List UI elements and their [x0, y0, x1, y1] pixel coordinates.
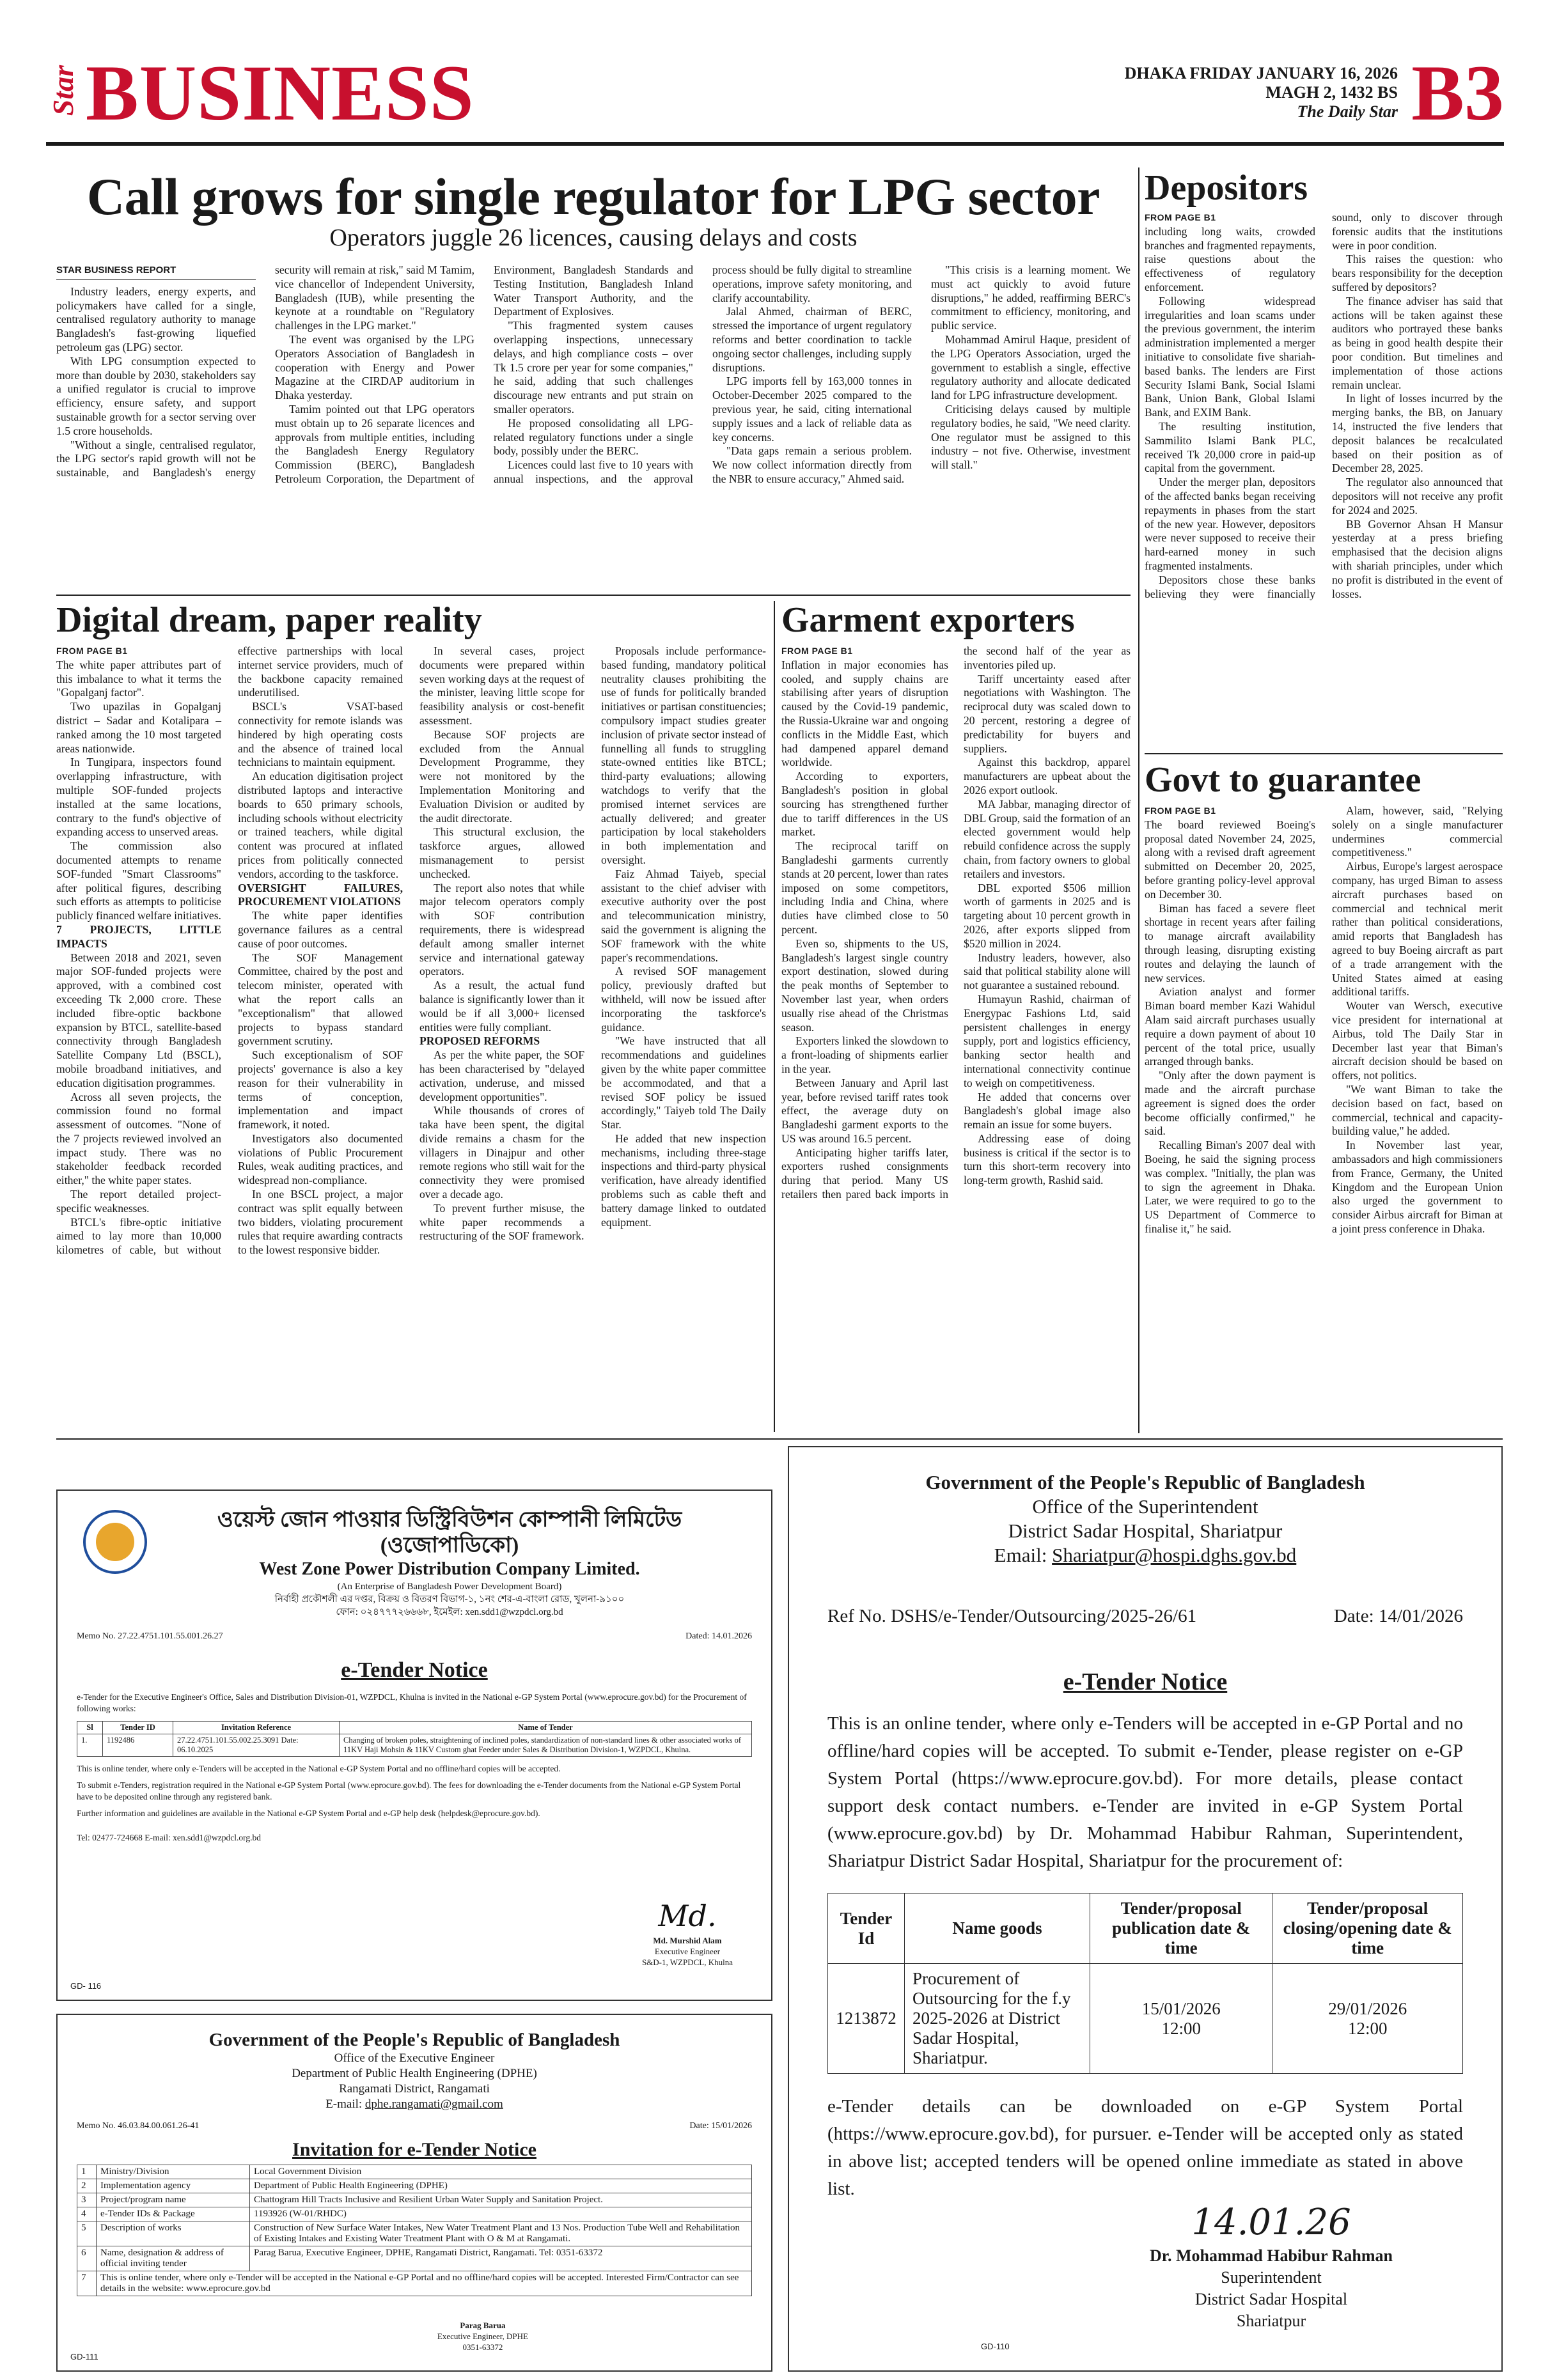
paragraph: As per the white paper, the SOF has been characterised by "delayed activation, underuse, and missed development opportunities".	[419, 1048, 584, 1103]
dphe-table-body	[77, 2165, 752, 2296]
ref-number: Ref No. DSHS/e-Tender/Outsourcing/2025-26/61	[827, 1606, 1197, 1626]
memo-number: Memo No. 46.03.84.00.061.26-41	[77, 2121, 200, 2131]
lead-body	[56, 263, 1131, 596]
paragraph: The regulator also announced that depositors will not receive any profit for 2024 and 2025.	[1332, 476, 1503, 517]
star-logo: Star	[47, 65, 79, 116]
hospital-office: Office of the Superintendent	[1032, 1495, 1258, 1518]
paragraph: The white paper attributes part of this imbalance to what it terms the "Gopalganj factor".	[56, 658, 221, 699]
tender-note-2: To submit e-Tenders, registration required in the National e-GP System Portal (www.eprocure.gov.bd). The fees for downloading the e-Tender documents from the National e-GP System Portal have to be deposited online through any registered bank.	[77, 1780, 741, 1801]
masthead-rule	[46, 142, 1504, 146]
paragraph: "Data gaps remain a serious problem. We now collect information directly from the NBR to ensure accuracy," Ahmed said.	[712, 444, 912, 485]
paragraph: As a result, the actual fund balance is significantly lower than it would be if all 3,000+ licensed entities were fully compliant.	[419, 979, 584, 1034]
dphe-dept: Department of Public Health Engineering (DPHE)	[292, 2067, 537, 2080]
paragraph: This structural exclusion, the taskforce argues, allowed mismanagement to persist unchecked.	[419, 825, 584, 880]
govt-body	[1145, 804, 1503, 1437]
memo-row	[77, 2121, 752, 2131]
col-reference: Invitation Reference	[173, 1722, 340, 1734]
hospital-name: District Sadar Hospital, Shariatpur	[1008, 1520, 1283, 1542]
section-divider	[1145, 753, 1503, 754]
paragraph: "This fragmented system causes overlapping inspections, unnecessary delays, and high compliance costs – over Tk 1.5 crore per year for some companies," he said, adding that such challenges discourage new entrants and put strain on smaller operators.	[494, 319, 693, 416]
paragraph: 7 PROJECTS, LITTLE IMPACTS	[56, 922, 221, 950]
dphe-signature-block	[437, 2320, 528, 2353]
paragraph: The reciprocal tariff on Bangladeshi garments currently stands at 20 percent, lower than rates imposed on some competitors, including India and China, where duties have climbed close to 50 percent.	[781, 839, 948, 936]
date-line: DHAKA FRIDAY JANUARY 16, 2026	[1124, 64, 1398, 82]
signer-office: S&D-1, WZPDCL, Khulna	[641, 1957, 733, 1967]
handwritten-signature: 14.01.26	[1191, 2202, 1351, 2243]
date-block	[1125, 64, 1398, 121]
tender-table	[77, 1721, 752, 1757]
signer-phone: 0351-63372	[462, 2342, 503, 2352]
digital-headline: Digital dream, paper reality	[56, 600, 482, 640]
paragraph: Faiz Ahmad Taiyeb, special assistant to the chief adviser with executive authority over the post and telecommunication ministry, said the government is aligning the SOF framework with the white paper's recommendations.	[601, 867, 766, 964]
paragraph: The SOF Management Committee, chaired by the post and telecom minister, operated with what the report calls an "exceptionalism" that allowed projects to bypass standard government scrutiny.	[238, 951, 403, 1048]
signer-name: Md. Murshid Alam	[653, 1936, 722, 1945]
paragraph: Between 2018 and 2021, seven major SOF-funded projects were approved, with a combined cost exceeding Tk 2,000 crore. These included fibre-optic backbone expansion by BTCL, satellite-based connectivity through Bangladesh Satellite Company Ltd (BSCL), mobile broadband initiatives, and education digitisation programmes.	[56, 951, 221, 1089]
bangla-date: MAGH 2, 1432 BS	[1265, 83, 1398, 102]
memo-number: Memo No. 27.22.4751.101.55.001.26.27	[77, 1631, 223, 1641]
paragraph: Because SOF projects are excluded from the Annual Development Programme, they were not monitored by the Implementation Monitoring and Evaluation Division or audited by the audit directorate.	[419, 727, 584, 825]
paragraph: Recalling Biman's 2007 deal with Boeing, he said the signing process was complex. "Initially, the plan was to sign the agreement in Dhaka. Later, we were required to go to the US Department of Commerce to finalise it," he said.	[1145, 1139, 1315, 1235]
paragraph: An education digitisation project distributed laptops and interactive boards to 650 primary schools, including schools without electricity or trained teachers, while digital content was procured at inflated prices from politically connected vendors, according to the taskforce.	[238, 770, 403, 880]
page-number: B3	[1411, 49, 1504, 137]
gd-tag: GD- 116	[70, 1981, 102, 1991]
table-row: 2 Implementation agency Department of Public Health Engineering (DPHE)	[77, 2179, 752, 2193]
paragraph: Aviation analyst and former Biman board member Kazi Wahidul Alam said aircraft purchases usually require a down payment of about 10 percent of the total price, usually arranged through banks.	[1145, 985, 1315, 1068]
wzpdcl-title-english: West Zone Power Distribution Company Limited.	[259, 1559, 640, 1579]
dphe-email-line: E-mail: dphe.rangamati@gmail.com	[325, 2097, 503, 2111]
column-divider	[774, 601, 775, 1432]
paragraph: Alam, however, said, "Relying solely on a single manufacturer undermines commercial competitiveness."	[1332, 804, 1503, 859]
paragraph: The report detailed project-specific weaknesses.	[56, 1188, 221, 1215]
dphe-office: Office of the Executive Engineer	[334, 2051, 495, 2065]
paragraph: Depositors chose these banks believing they were financially sound, only to discover through forensic audits that the institutions were in poor condition.	[1145, 211, 1503, 600]
paragraph: The report also notes that while major telecom operators comply with SOF contribution requirements, there is widespread default among smaller internet service and international gateway operators.	[419, 881, 584, 978]
dphe-tender-ad	[56, 2014, 772, 2372]
signer-office: District Sadar Hospital	[1194, 2290, 1348, 2308]
col-closing: Tender/proposal closing/opening date & time	[1272, 1894, 1463, 1964]
paragraph: Wouter van Wersch, executive vice president for international at Airbus, told The Daily Star in December last year that Biman's aircraft decision should be based on offers, not politics.	[1332, 999, 1503, 1082]
govt-paragraphs	[1145, 804, 1503, 1236]
col-tender-id: Tender Id	[828, 1894, 905, 1964]
paragraph: BTCL's fibre-optic initiative aimed to lay more than 10,000 kilometres of cable, but without effective partnerships with local internet service providers, much of the backbone capacity remained underutilised.	[56, 644, 403, 1257]
lead-paragraphs	[56, 263, 1131, 486]
paragraph: "This crisis is a learning moment. We must act quickly to avoid future disruptions," he added, reaffirming BERC's commitment to efficiency, monitoring, and public service.	[931, 263, 1131, 332]
from-page-label: FROM PAGE B1	[781, 646, 853, 656]
notice-title: e-Tender Notice	[341, 1658, 488, 1682]
dphe-gov: Government of the People's Republic of Bangladesh	[208, 2030, 620, 2050]
table-row: 1. 1192486 27.22.4751.101.55.002.25.3091 Date: 06.10.2025 Changing of broken poles, straightening of inclined poles, standardization of non-standard lines & other associated works of 11KV Haji Mohsin & 11KV Custom ghat Feeder under Sales & Distribution Division-1, WZPDCL, Khulna.	[77, 1734, 752, 1757]
paragraph: Two upazilas in Gopalganj district – Sadar and Kotalipara – ranked among the 10 most targeted areas nationwide.	[56, 700, 221, 755]
from-page-label: FROM PAGE B1	[1145, 212, 1216, 222]
garment-paragraphs	[781, 644, 1131, 1202]
paragraph: Tariff uncertainty eased after negotiations with Washington. The reciprocal duty was scaled down to 20 percent, restoring a degree of predictability for buyers and suppliers.	[964, 672, 1131, 755]
garment-headline: Garment exporters	[781, 600, 1075, 640]
lead-headline: Call grows for single regulator for LPG sector	[86, 167, 1100, 226]
paragraph: The event was organised by the LPG Operators Association of Bangladesh in cooperation with Energy and Power Magazine at the CIRDAP auditorium in Dhaka yesterday.	[275, 332, 474, 402]
gd-tag: GD-110	[981, 2342, 1010, 2351]
paragraph: Airbus, Europe's largest aerospace company, has urged Biman to assess aircraft purchases based on commercial and technical merit rather than political considerations, amid reports that Bangladesh has agreed to buy Boeing aircraft as part of a trade arrangement with the United States aimed at easing additional tariffs.	[1332, 860, 1503, 999]
paragraph: Even so, shipments to the US, Bangladesh's largest single country export destination, slowed during the peak months of September to November last year, when orders usually rise ahead of the Christmas season.	[781, 937, 948, 1034]
section-divider	[56, 1438, 1503, 1440]
garment-body	[781, 644, 1131, 1437]
wzpdcl-subtitle: (An Enterprise of Bangladesh Power Development Board)	[337, 1582, 562, 1592]
paragraph: "We have instructed that all recommendations and guidelines given by the white paper committee be accommodated, and that a revised SOF policy be issued accordingly," Taiyeb told The Daily Star.	[601, 1034, 766, 1132]
table-row: 5 Description of works Construction of New Surface Water Intakes, New Water Treatment Plant and 13 Nos. Production Tube Well and Rehabilitation of Existing Intakes and Existing Water Treatment Plant with O & M at Rangamati.	[77, 2221, 752, 2246]
paragraph: Licences could last five to 10 years with annual inspections, and the approval process should be fully digital to streamline operations, improve safety monitoring, and clarify accountability.	[494, 263, 912, 485]
paragraph: A revised SOF management policy, previously drafted but withheld, will now be issued after incorporating the taskforce's guidance.	[601, 965, 766, 1034]
col-tender-id: Tender ID	[103, 1722, 173, 1734]
paragraph: The finance adviser has said that actions will be taken against these auditors who portrayed these banks as being in good health despite their poor condition. But timelines and implementation of those actions remain unclear.	[1332, 294, 1503, 391]
paragraph: Humayun Rashid, chairman of Energypac Fashions Ltd, said persistent challenges in energy supply, port and logistics efficiency, banking sector health and international connectivity continue to weigh on competitiveness.	[964, 992, 1131, 1089]
depositors-paragraphs	[1145, 211, 1503, 601]
section-divider	[56, 595, 1131, 596]
col-sl: Sl	[77, 1722, 103, 1734]
paragraph: Across all seven projects, the commission found no formal assessment of outcomes. "None of the 7 projects reviewed involved an impact study. There was no stakeholder feedback recorded either," the white paper states.	[56, 1090, 221, 1187]
paragraph: Against this backdrop, apparel manufacturers are upbeat about the 2026 export outlook.	[964, 756, 1131, 797]
paragraph: While thousands of crores of taka have been spent, the digital divide remains a chasm for the villagers in Dinajpur and other remote regions who still wait for the connectivity they were promised over a decade ago.	[419, 1104, 584, 1201]
paragraph: PROPOSED REFORMS	[419, 1034, 540, 1048]
table-row: 3 Project/program name Chattogram Hill Tracts Inclusive and Resilient Urban Water Supply and Sanitation Project.	[77, 2193, 752, 2207]
depositors-body	[1145, 211, 1503, 620]
paragraph: In Tungipara, inspectors found overlapping infrastructure, with multiple SOF-funded projects installed at the same locations, contrary to the fund's objective of expanding access to unserved areas.	[56, 756, 221, 839]
notice-title: e-Tender Notice	[1063, 1668, 1228, 1695]
paragraph: Anticipating higher tariffs later, exporters rushed consignments during that period. Many US retailers then pared back imports in the second half of the year as inventories piled up.	[781, 644, 1131, 1201]
signer-place: Shariatpur	[1236, 2312, 1306, 2330]
memo-row	[77, 1631, 752, 1642]
masthead	[46, 49, 1504, 150]
paragraph: In several cases, project documents were prepared within seven working days at the request of the minister, leaving little scope for feasibility analysis or cost-benefit assessment.	[419, 644, 584, 727]
memo-date: Date: 15/01/2026	[689, 2121, 752, 2131]
signer-name: Parag Barua	[460, 2321, 506, 2330]
paragraph: including long waits, crowded branches and fragmented repayments, raise questions about the effectiveness of regulatory enforcement.	[1145, 224, 1315, 293]
paragraph: Tamim pointed out that LPG operators must obtain up to 26 separate licences and approvals from multiple entities, including the Bangladesh Energy Regulatory Commission (BERC), Bangladesh Petroleum Corporation, the Department of Environment, Bangladesh Standards and Testing Institution, Bangladesh Inland Water Transport Authority, and the Department of Explosives.	[275, 263, 693, 485]
hospital-tender-table	[827, 1893, 1463, 2074]
digital-paragraphs	[56, 644, 766, 1257]
tender-contact: Tel: 02477-724668 E-mail: xen.sdd1@wzpdcl.org.bd	[77, 1833, 261, 1842]
table-row: 4 e-Tender IDs & Package 1193926 (W-01/RHDC)	[77, 2207, 752, 2221]
wzpdcl-logo-icon	[83, 1510, 147, 1574]
brand-name: The Daily Star	[1297, 102, 1398, 121]
wzpdcl-address: নির্বাহী প্রকৌশলী এর দপ্তর, বিক্রয় ও বিতরণ বিভাগ-১, ১নং শের-এ-বাংলা রোড, খুলনা-৯১০০	[274, 1594, 625, 1605]
paragraph: Industry leaders, however, also said that political stability alone will not guarantee a sustained rebound.	[964, 951, 1131, 992]
from-page-label: FROM PAGE B1	[56, 646, 128, 656]
hospital-signature-block	[1150, 2200, 1393, 2332]
wzpdcl-tender-ad	[56, 1489, 772, 2001]
paragraph: In light of losses incurred by the merging banks, the BB, on January 14, instructed the five lenders that deposit balances be recalculated based on their position as of December 28, 2025.	[1332, 392, 1503, 475]
hospital-email-line: Email: Shariatpur@hospi.dghs.gov.bd	[994, 1544, 1297, 1566]
wzpdcl-signature-block	[642, 1897, 733, 1968]
paragraph: "Without a single, centralised regulator, the LPG sector's rapid growth will not be sustainable, and Bangladesh's energy security will remain at risk," said M Tamim, vice chancellor of Independent University, Bangladesh (IUB), while presenting the keynote at a roundtable on "Regulatory challenges in the LPG market."	[56, 263, 474, 479]
paragraph: In one BSCL project, a major contract was split equally between two bidders, violating procurement rules that require awarding contracts to the lowest responsive bidder.	[238, 1188, 403, 1257]
paragraph: Investigators also documented violations of Public Procurement Rules, weak auditing practices, and widespread non-compliance.	[238, 1132, 403, 1187]
signer-title: Executive Engineer	[654, 1947, 721, 1956]
dphe-location: Rangamati District, Rangamati	[339, 2082, 490, 2096]
paragraph: Jalal Ahmed, chairman of BERC, stressed the importance of urgent regulatory reforms and better coordination to tackle ongoing sector challenges, including supply disruptions.	[712, 305, 912, 374]
paragraph: Addressing ease of doing business is critical if the sector is to turn this short-term recovery into long-term growth, Rashid said.	[964, 1132, 1131, 1187]
depositors-headline: Depositors	[1145, 168, 1308, 208]
paragraph: Biman has faced a severe fleet shortage in recent years after failing to manage aircraft availability through leasing, disrupting existing routes and delaying the launch of new services.	[1145, 901, 1315, 984]
column-divider	[1138, 167, 1139, 1433]
paragraph: LPG imports fell by 163,000 tonnes in October-December 2025 compared to the previous year, he said, citing international supply issues and a lack of reliable data as key concerns.	[712, 375, 912, 444]
section-title: BUSINESS	[86, 49, 474, 137]
govt-headline: Govt to guarantee	[1145, 760, 1421, 800]
paragraph: In November last year, ambassadors and high commissioners from France, Germany, the United Kingdom and the European Union also urged the government to consider Airbus aircraft for Biman at a joint press conference in Dhaka.	[1332, 1139, 1503, 1235]
paragraph: With LPG consumption expected to more than double by 2030, stakeholders say a unified regulator is crucial to improve efficiency, ensure safety, and support sustainable growth for a sector serving over 1.5 crore households.	[56, 354, 256, 437]
ref-row	[827, 1606, 1463, 1627]
tender-note-1: This is online tender, where only e-Tenders will be accepted in the National e-GP System Portal and no offline/hard copies will be accepted.	[77, 1764, 561, 1773]
table-row: 1 Ministry/Division Local Government Division	[77, 2165, 752, 2179]
col-publication: Tender/proposal publication date & time	[1090, 1894, 1272, 1964]
gd-tag: GD-111	[70, 2352, 98, 2361]
paragraph: The resulting institution, Sammilito Islami Bank PLC, received Tk 20,000 crore in paid-up capital from the government.	[1145, 419, 1315, 475]
paragraph: Mohammad Amirul Haque, president of the LPG Operators Association, urged the government to establish a single, effective regulatory authority and allocate dedicated land for LPG infrastructure development.	[931, 332, 1131, 402]
paragraph: The commission also documented attempts to rename SOF-funded "Smart Classrooms" after political figures, describing such efforts as attempts to politicise publicly financed welfare initiatives.	[56, 839, 221, 922]
paragraph: Under the merger plan, depositors of the affected banks began receiving repayments in phases from the start of the new year. However, depositors were never supposed to receive their hard-earned money in such fragmented instalments.	[1145, 476, 1315, 572]
hospital-tender-ad	[788, 1446, 1503, 2372]
paragraph: He added that concerns over Bangladesh's global image also remain an issue for some buyers.	[964, 1090, 1131, 1132]
paragraph: Proposals include performance-based funding, mandatory political neutrality clauses prohibiting the use of funds for politically branded initiatives or partisan constituencies; compulsory impact studies greater inclusion of private sector instead of funnelling all funds to struggling state-owned entities like BTCL; third-party evaluations; allowing watchdogs to verify that the promised internet services are actually delivered; and greater participation by local stakeholders in both implementation and oversight.	[601, 644, 766, 866]
paragraph: Exporters linked the slowdown to a front-loading of shipments earlier in the year.	[781, 1034, 948, 1075]
from-page-label: FROM PAGE B1	[1145, 805, 1216, 816]
handwritten-signature: Md.	[658, 1899, 717, 1933]
signer-name: Dr. Mohammad Habibur Rahman	[1150, 2246, 1393, 2265]
paragraph: Criticising delays caused by multiple regulatory bodies, he said, "We need clarity. One regulator must be assigned to this industry – not five. Otherwise, investment will stall."	[931, 402, 1131, 472]
paragraph: Industry leaders, energy experts, and policymakers have called for a single, centralised regulatory authority to manage Bangladesh's fast-growing liquefied petroleum gas (LPG) sector.	[56, 284, 256, 354]
paragraph: According to exporters, Bangladesh's position in global sourcing has strengthened further due to tariff differences in the US market.	[781, 770, 948, 839]
hospital-gov: Government of the People's Republic of Bangladesh	[925, 1471, 1365, 1493]
table-row: 6 Name, designation & address of official inviting tender Parag Barua, Executive Engineer, DPHE, Rangamati District, Rangamati. Tel: 0351-63372	[77, 2246, 752, 2271]
paragraph: Such exceptionalism of SOF projects' governance is also a key reason for their vulnerability in terms of conception, implementation and impact framework, it noted.	[238, 1048, 403, 1132]
dphe-email[interactable]: dphe.rangamati@gmail.com	[364, 2097, 503, 2111]
ref-date: Date: 14/01/2026	[1333, 1606, 1463, 1626]
paragraph: He proposed consolidating all LPG-related regulatory functions under a single body, possibly under the BERC.	[494, 416, 693, 458]
paragraph: The white paper identifies governance failures as a central cause of poor outcomes.	[238, 909, 403, 950]
dphe-table	[77, 2165, 752, 2296]
paragraph: This raises the question: who bears responsibility for the deception suffered by depositors?	[1332, 253, 1503, 293]
digital-body	[56, 644, 766, 1437]
notice-title: Invitation for e-Tender Notice	[292, 2139, 536, 2160]
col-name-goods: Name goods	[905, 1894, 1090, 1964]
paragraph: Following widespread irregularities and loan scams under the previous government, the interim administration implemented a merger initiative to consolidate five shariah-based banks. The lenders are First Security Islami Bank, Social Islami Bank, Union Bank, Global Islami Bank, and EXIM Bank.	[1145, 294, 1315, 419]
memo-date: Dated: 14.01.2026	[685, 1631, 752, 1641]
paragraph: BB Governor Ahsan H Mansur yesterday at a press briefing emphasised that the decision aligns with shariah principles, under which no profit is distributed in the event of losses.	[1332, 517, 1503, 600]
paragraph: The board reviewed Boeing's proposal dated November 24, 2025, along with a revised draft agreement submitted on December 20, 2025, before granting policy-level approval on December 30.	[1145, 818, 1315, 901]
table-row: 1213872 Procurement of Outsourcing for the f.y 2025-2026 at District Sadar Hospital, Shariatpur. 15/01/2026 12:00 29/01/2026 12:00	[828, 1964, 1463, 2074]
paragraph: BSCL's VSAT-based connectivity for remote islands was hindered by high operating costs and the absence of trained local technicians to maintain equipment.	[238, 700, 403, 769]
tender-note-3: Further information and guidelines are available in the National e-GP System Portal and e-GP help desk (helpdesk@eprocure.gov.bd).	[77, 1808, 540, 1818]
paragraph: He added that new inspection mechanisms, including three-stage inspections and third-party physical verification, have already identified problems such as cable theft and battery damage linked to outdated equipment.	[601, 1132, 766, 1229]
paragraph: MA Jabbar, managing director of DBL Group, said the formation of an elected government would help rebuild confidence across the supply chain, from factory owners to global retailers and investors.	[964, 797, 1131, 880]
col-name: Name of Tender	[340, 1722, 752, 1734]
wzpdcl-title-bangla: ওয়েস্ট জোন পাওয়ার ডিস্ট্রিবিউশন কোম্পানী লিমিটেড (ওজোপাডিকো)	[217, 1508, 682, 1557]
paragraph: DBL exported $506 million worth of garments in 2025 and is targeting about 10 percent growth in 2026, after exports slipped from $520 million in 2024.	[964, 881, 1131, 950]
signer-title: Executive Engineer, DPHE	[437, 2331, 528, 2341]
hospital-para-1: This is an online tender, where only e-Tenders will be accepted in e-GP Portal and no offline/hard copies will be accepted. To submit e-Tender, please register on e-GP System Portal (https://www.eprocure.gov.bd). For more details, please contact support desk contact numbers. e-Tender are invited in e-GP System Portal (www.eprocure.gov.bd) by Dr. Mohammad Habibur Rahman, Superintendent, Shariatpur District Sadar Hospital, Shariatpur for the procurement of:	[827, 1713, 1463, 1871]
paragraph: Inflation in major economies has cooled, and supply chains are stabilising after years of disruption caused by the Covid-19 pandemic, the Russia-Ukraine war and ongoing conflicts in the Middle East, which had dampened apparel demand worldwide.	[781, 658, 948, 769]
paragraph: To prevent further misuse, the white paper recommends a restructuring of the SOF framework.	[419, 1201, 584, 1243]
paragraph: OVERSIGHT FAILURES, PROCUREMENT VIOLATIONS	[238, 881, 403, 908]
table-row: 7 This is online tender, where only e-Tender will be accepted in the National e-GP Portal and no offline/hard copies will be accepted. Interested Firm/Contractor can see details in the website: www.eprocure.gov.bd	[77, 2271, 752, 2296]
hospital-para-2: e-Tender details can be downloaded on e-GP System Portal (https://www.eprocure.gov.bd), for pursuer. e-Tender will be accepted only as stated in above list; accepted tenders will be opened online immediate as stated in above list.	[827, 2096, 1463, 2199]
wzpdcl-phone: ফোন: ০২৪৭৭৭২৬৬৬৮, ইমেইল: xen.sdd1@wzpdcl.org.bd	[336, 1607, 563, 1617]
hospital-email[interactable]: Shariatpur@hospi.dghs.gov.bd	[1052, 1544, 1297, 1566]
byline: STAR BUSINESS REPORT	[56, 263, 256, 280]
paragraph: "We want Biman to take the decision based on fact, based on commercial, technical and capacity-building value," he added.	[1332, 1082, 1503, 1138]
tender-intro: e-Tender for the Executive Engineer's Office, Sales and Distribution Division-01, WZPDCL, Khulna is invited in the National e-GP System Portal (www.eprocure.gov.bd) for the Procurement of following works:	[77, 1692, 747, 1713]
paragraph: Between January and April last year, before revised tariff rates took effect, the average duty on Bangladeshi garment exports to the US was around 16.5 percent.	[781, 1076, 948, 1145]
lead-deck: Operators juggle 26 licences, causing delays and costs	[329, 224, 857, 251]
paragraph: "Only after the down payment is made and the aircraft purchase agreement is signed does the order become officially confirmed," he said.	[1145, 1069, 1315, 1138]
signer-title: Superintendent	[1221, 2268, 1322, 2287]
